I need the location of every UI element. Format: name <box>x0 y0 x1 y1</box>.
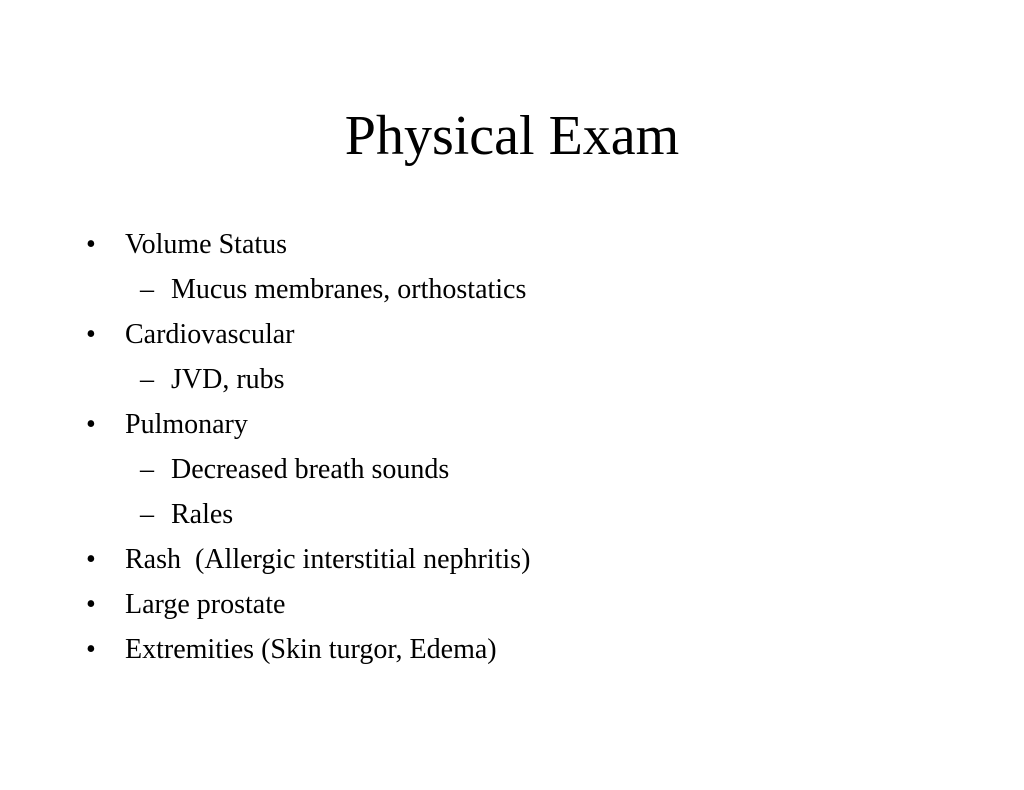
sub-item-jvd-rubs <box>0 360 1024 405</box>
bullet-item-pulmonary <box>0 405 1024 450</box>
sub-marker: – <box>140 364 154 395</box>
sub-text: Rales <box>171 499 234 530</box>
bullet-marker: • <box>86 634 96 665</box>
bullet-item-volume-status <box>0 225 1024 270</box>
bullet-item-rash <box>0 540 1024 585</box>
bullet-text: Volume Status <box>125 229 288 260</box>
bullet-marker: • <box>86 544 96 575</box>
bullet-list <box>0 225 1024 675</box>
bullet-marker: • <box>86 589 96 620</box>
slide-title: Physical Exam <box>344 105 680 167</box>
bullet-marker: • <box>86 409 96 440</box>
bullet-item-large-prostate <box>0 585 1024 630</box>
sub-marker: – <box>140 274 154 305</box>
sub-text: JVD, rubs <box>171 364 285 395</box>
bullet-text: Extremities (Skin turgor, Edema) <box>125 634 497 665</box>
bullet-text: Pulmonary <box>125 409 248 440</box>
sub-item-mucus-membranes <box>0 270 1024 315</box>
sub-text: Decreased breath sounds <box>171 454 450 485</box>
sub-marker: – <box>140 499 154 530</box>
bullet-item-extremities <box>0 630 1024 675</box>
sub-marker: – <box>140 454 154 485</box>
sub-item-rales <box>0 495 1024 540</box>
bullet-marker: • <box>86 229 96 260</box>
bullet-text: Large prostate <box>125 589 286 620</box>
bullet-text: Rash (Allergic interstitial nephritis) <box>125 544 531 575</box>
bullet-item-cardiovascular <box>0 315 1024 360</box>
sub-text: Mucus membranes, orthostatics <box>171 274 527 305</box>
sub-item-decreased-breath-sounds <box>0 450 1024 495</box>
bullet-text: Cardiovascular <box>125 319 295 350</box>
bullet-marker: • <box>86 319 96 350</box>
